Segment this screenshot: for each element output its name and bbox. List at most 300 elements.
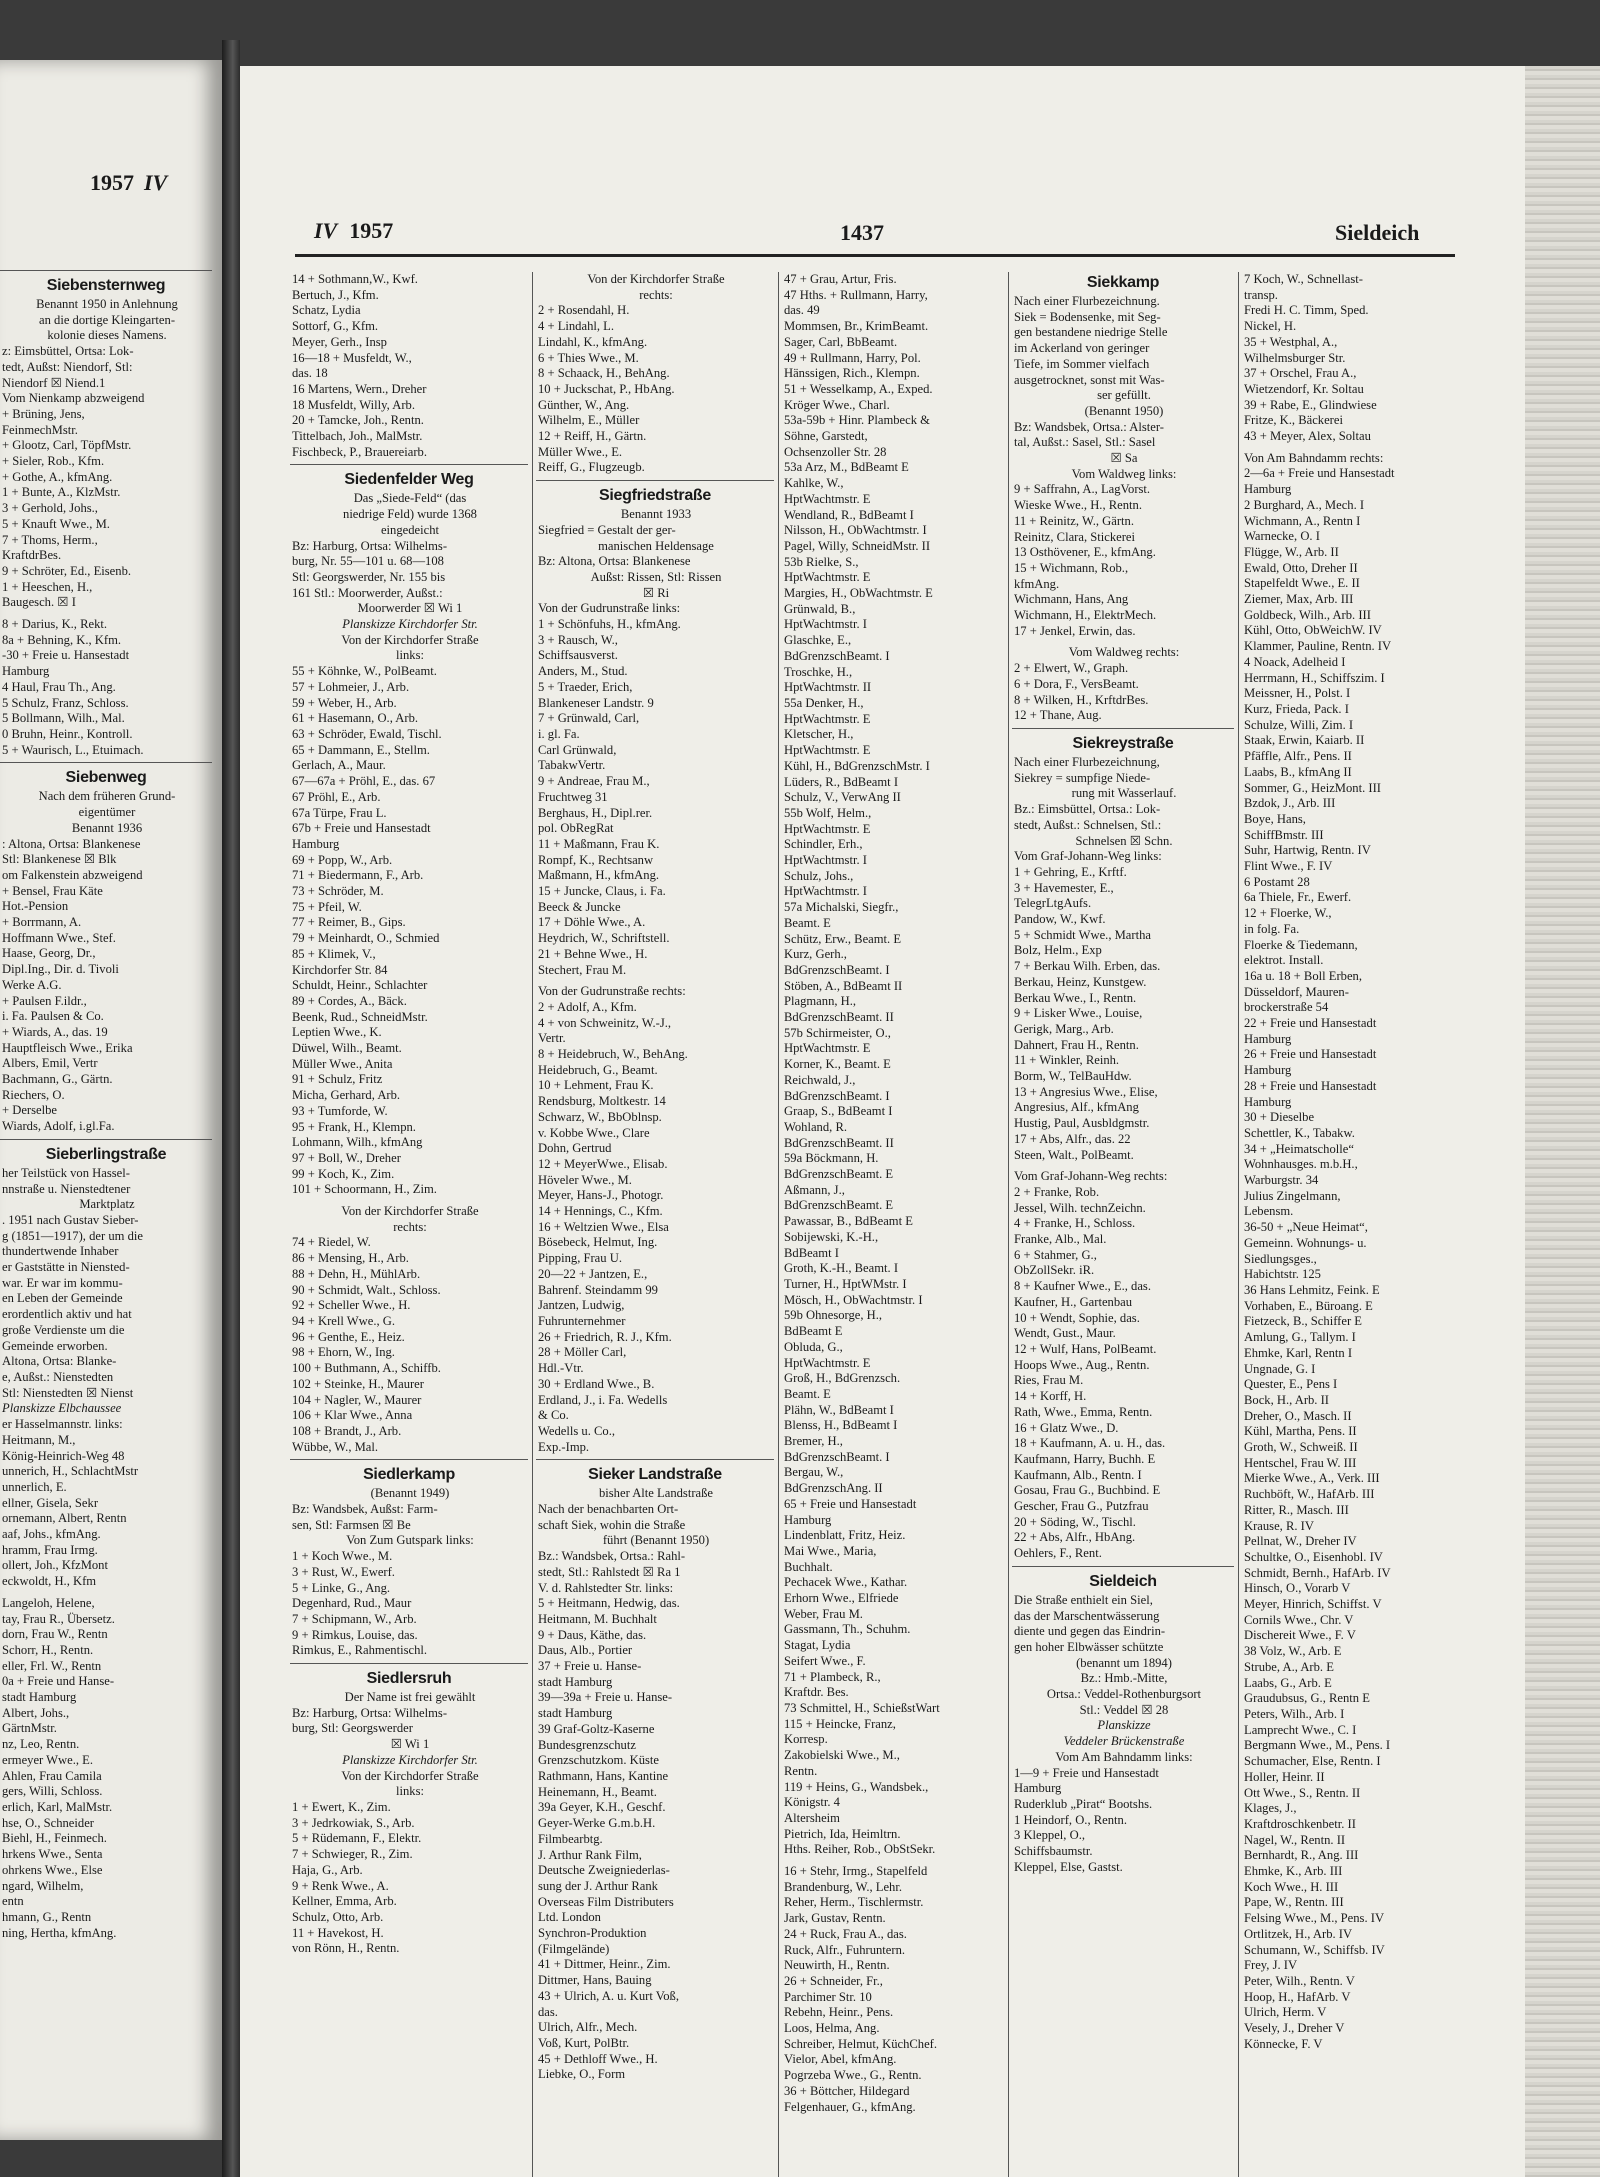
directory-line: Bz: Wandsbek, Außst: Farm-	[292, 1502, 438, 1517]
directory-line: i. gl. Fa.	[538, 726, 580, 741]
directory-line: Hentschel, Frau W. III	[1244, 1455, 1357, 1470]
directory-line: 13 + Angresius Wwe., Elise,	[1014, 1084, 1158, 1099]
directory-line: HptWachtmstr. I	[784, 884, 867, 899]
directory-line: 51 + Wesselkamp, A., Exped.	[784, 381, 933, 396]
directory-line: Gosau, Frau G., Buchbind. E	[1014, 1483, 1161, 1498]
directory-line: Cornils Wwe., Chr. V	[1244, 1612, 1354, 1627]
directory-line: 73 Schmittel, H., SchießstWart	[784, 1700, 940, 1715]
directory-line: 15 + Wichmann, Rob.,	[1014, 560, 1129, 575]
directory-line: 37 + Freie u. Hanse-	[538, 1659, 642, 1674]
directory-line: 5 + Heitmann, Hedwig, das.	[538, 1596, 680, 1611]
directory-line: Wiards, Adolf, i.gl.Fa.	[2, 1119, 115, 1134]
directory-line: Aßmann, J.,	[784, 1182, 845, 1197]
directory-line: Hamburg	[784, 1512, 832, 1527]
directory-line: Hamburg	[2, 664, 50, 679]
directory-line: 8a + Behning, K., Kfm.	[2, 632, 122, 647]
directory-line: Hoop, H., HafArb. V	[1244, 1989, 1351, 2004]
directory-line: 34 + „Heimatscholle“	[1244, 1141, 1354, 1156]
directory-line: 28 + Möller Carl,	[538, 1345, 627, 1360]
directory-line: 43 + Meyer, Alex, Soltau	[1244, 429, 1371, 444]
directory-line: 0 Bruhn, Heinr., Kontroll.	[2, 726, 133, 741]
directory-line: Wendland, R., BdBeamt I	[784, 507, 914, 522]
directory-line: BdGrenzschBeamt. II	[784, 1135, 894, 1150]
directory-line: Vom Graf-Johann-Weg links:	[1014, 849, 1162, 864]
directory-line: sung der J. Arthur Rank	[538, 1878, 658, 1893]
directory-line: Ortsa.: Veddel-Rothenburgsort	[1046, 1687, 1202, 1702]
directory-line: diente und gegen das Eindrin-	[1014, 1624, 1166, 1639]
directory-line: Bz.: Eimsbüttel, Ortsa.: Lok-	[1014, 802, 1161, 817]
directory-line: i. Fa. Paulsen & Co.	[2, 1009, 104, 1024]
directory-line: Mierke Wwe., A., Verk. III	[1244, 1471, 1380, 1486]
directory-line: 89 + Cordes, A., Bäck.	[292, 993, 407, 1008]
directory-line: Bremer, H.,	[784, 1434, 843, 1449]
directory-line: Herrmann, H., Schiffszim. I	[1244, 670, 1385, 685]
directory-line: Bz.: Hmb.-Mitte,	[1080, 1671, 1168, 1686]
directory-line: Pandow, W., Kwf.	[1014, 912, 1106, 927]
directory-line: Stechert, Frau M.	[538, 962, 627, 977]
directory-line: von Rönn, H., Rentn.	[292, 1941, 400, 1956]
street-heading: Siebenweg	[0, 762, 212, 789]
directory-line: Albert, Johs.,	[2, 1705, 70, 1720]
directory-line: hrkens Wwe., Senta	[2, 1847, 103, 1862]
directory-line: Boye, Hans,	[1244, 811, 1306, 826]
directory-line: 36 Hans Lehmitz, Feink. E	[1244, 1283, 1380, 1297]
directory-line: 5 + Traeder, Erich,	[538, 679, 633, 694]
directory-line: Planskizze Kirchdorfer Str.	[342, 617, 478, 632]
directory-line: Fietzeck, B., Schiffer E	[1244, 1314, 1362, 1329]
directory-line: 6a Thiele, Fr., Ewerf.	[1244, 890, 1352, 905]
directory-line: rung mit Wasserlauf.	[1071, 786, 1177, 801]
directory-line: Ritter, R., Masch. III	[1244, 1502, 1349, 1517]
directory-line: Laabs, B., kfmAng II	[1244, 764, 1352, 779]
directory-line: 7 + Berkau Wilh. Erben, das.	[1014, 959, 1161, 974]
directory-line: Wichmann, H., ElektrMech.	[1014, 608, 1157, 623]
directory-line: Plähn, W., BdBeamt I	[784, 1402, 894, 1417]
directory-line: rechts:	[639, 287, 673, 302]
directory-line: 18 + Kaufmann, A. u. H., das.	[1014, 1436, 1166, 1451]
directory-line: Schuldt, Heinr., Schlachter	[292, 978, 428, 993]
directory-line: Siegfried = Gestalt der ger-	[538, 522, 676, 537]
directory-line: Hamburg	[1244, 1094, 1292, 1109]
directory-line: Haase, Georg, Dr.,	[2, 946, 96, 961]
directory-line: Ries, Frau M.	[1014, 1373, 1084, 1388]
directory-line: Sobijewski, K.-H.,	[784, 1229, 879, 1244]
directory-line: stedt, Außst.: Schnelsen, Stl.:	[1014, 817, 1162, 832]
directory-line: Beeck & Juncke	[538, 899, 621, 914]
directory-line: Hoffmann Wwe., Stef.	[2, 930, 116, 945]
directory-line: er Hasselmannstr. links:	[2, 1417, 123, 1432]
directory-line: Suhr, Hartwig, Rentn. IV	[1244, 843, 1371, 858]
directory-line: Kühl, Otto, ObWeichW. IV	[1244, 623, 1382, 638]
directory-line: Vom Nienkamp abzweigend	[2, 391, 145, 406]
directory-line: 30 + Erdland Wwe., B.	[538, 1376, 655, 1391]
street-heading: Siedenfelder Weg	[290, 464, 528, 491]
directory-line: Grenzschutzkom. Küste	[538, 1753, 660, 1768]
directory-line: Seifert Wwe., F.	[784, 1653, 866, 1668]
directory-line: 7 Koch, W., Schnellast-	[1244, 272, 1363, 286]
directory-line: Reinitz, Clara, Stickerei	[1014, 529, 1135, 544]
directory-line: 24 + Ruck, Frau A., das.	[784, 1926, 907, 1941]
directory-line: Schiffsbaumstr.	[1014, 1844, 1093, 1859]
street-heading: Siedlersruh	[290, 1663, 528, 1690]
street-heading: Siekreystraße	[1012, 728, 1234, 755]
directory-line: 161 Stl.: Moorwerder, Außst.:	[292, 585, 443, 600]
directory-line: BdGrenzschBeamt. I	[784, 1449, 890, 1464]
directory-line: 7 + Thoms, Herm.,	[2, 532, 98, 547]
directory-line: 11 + Reinitz, W., Gärtn.	[1014, 513, 1134, 528]
left-header-year: 1957	[90, 170, 134, 195]
directory-line: HptWachtmstr. E	[784, 491, 871, 506]
directory-line: 12 + Reiff, H., Gärtn.	[538, 429, 647, 444]
directory-line: Söhne, Garstedt,	[784, 429, 868, 444]
directory-line: ermeyer Wwe., E.	[2, 1752, 94, 1767]
left-page-header	[90, 170, 167, 196]
directory-line: Kraftdroschkenbetr. II	[1244, 1816, 1356, 1831]
directory-line: om Falkenstein abzweigend	[2, 867, 143, 882]
directory-line: Borm, W., TelBauHdw.	[1014, 1069, 1132, 1084]
column-divider	[778, 272, 779, 2177]
directory-line: Tittelbach, Joh., MalMstr.	[292, 429, 423, 444]
directory-line: 102 + Steinke, H., Maurer	[292, 1376, 424, 1391]
directory-line: Bernhardt, R., Ang. III	[1244, 1848, 1359, 1863]
directory-line: Erdland, J., i. Fa. Wedells	[538, 1392, 668, 1407]
directory-line: Rompf, K., Rechtsanw	[538, 852, 654, 867]
directory-line: Hinsch, O., Vorarb V	[1244, 1581, 1351, 1596]
directory-line: Korner, K., Beamt. E	[784, 1057, 891, 1072]
directory-line: Lüders, R., BdBeamt I	[784, 774, 899, 789]
directory-line: 97 + Boll, W., Dreher	[292, 1150, 401, 1165]
directory-line: eller, Frl. W., Rentn	[2, 1658, 102, 1673]
directory-line: 15 + Juncke, Claus, i. Fa.	[538, 884, 666, 899]
directory-line: Gescher, Frau G., Putzfrau	[1014, 1499, 1149, 1514]
directory-line: Warnecke, O. I	[1244, 529, 1320, 544]
directory-line: Von der Kirchdorfer Straße	[341, 632, 479, 647]
directory-line: ausgetrocknet, sonst mit Was-	[1014, 372, 1165, 387]
directory-line: 0a + Freie und Hanse-	[2, 1674, 115, 1689]
directory-line: gers, Willi, Schloss.	[2, 1784, 103, 1799]
directory-line: Nach einer Flurbezeichnung,	[1014, 754, 1160, 769]
directory-line: 39 Graf-Goltz-Kaserne	[538, 1721, 655, 1736]
directory-line: Rimkus, E., Rahmentischl.	[292, 1643, 428, 1658]
directory-line: Müller Wwe., E.	[538, 444, 623, 459]
directory-line: links:	[396, 648, 424, 663]
directory-line: niedrige Feld) wurde 1368	[343, 507, 477, 522]
directory-line: 49 + Rullmann, Harry, Pol.	[784, 350, 921, 365]
directory-line: 5 + Waurisch, L., Etuimach.	[2, 742, 144, 757]
directory-line: rechts:	[393, 1219, 427, 1234]
directory-line: 100 + Buthmann, A., Schiffb.	[292, 1361, 441, 1376]
directory-line: Quester, E., Pens I	[1244, 1377, 1338, 1392]
directory-line: Wichmann, A., Rentn I	[1244, 513, 1361, 528]
directory-line: Bz: Harburg, Ortsa: Wilhelms-	[292, 1705, 448, 1720]
directory-line: Amlung, G., Tallym. I	[1244, 1330, 1356, 1345]
directory-line: 4 + Lindahl, L.	[538, 319, 615, 334]
directory-line: 26 + Schneider, Fr.,	[784, 1973, 883, 1988]
directory-column-1	[290, 272, 528, 2177]
directory-line: Kellner, Emma, Arb.	[292, 1894, 397, 1909]
directory-line: Pipping, Frau U.	[538, 1251, 622, 1266]
directory-line: manischen Heldensage	[598, 538, 714, 553]
directory-line: 39—39a + Freie u. Hanse-	[538, 1690, 673, 1705]
directory-line: 41 + Dittmer, Heinr., Zim.	[538, 1957, 671, 1972]
directory-line: + Gothe, A., kfmAng.	[2, 469, 113, 484]
book-gutter	[222, 40, 240, 2177]
directory-line: 14 + Korff, H.	[1014, 1389, 1087, 1404]
directory-line: 106 + Klar Wwe., Anna	[292, 1408, 413, 1423]
directory-line: 67b + Freie und Hansestadt	[292, 821, 431, 836]
directory-line: 16 + Weltzien Wwe., Elsa	[538, 1219, 669, 1234]
directory-line: Graudubsus, G., Rentn E	[1244, 1691, 1370, 1706]
directory-line: e, Außst.: Nienstedten	[2, 1370, 114, 1384]
directory-line: 1 + Ewert, K., Zim.	[292, 1799, 391, 1814]
directory-line: Peters, Wilh., Arb. I	[1244, 1706, 1345, 1721]
directory-line: 2 + Elwert, W., Graph.	[1014, 661, 1129, 676]
directory-line: unnerlich, E.	[2, 1479, 67, 1494]
directory-line: 39a Geyer, K.H., Geschf.	[538, 1800, 666, 1815]
directory-line: Loos, Helma, Ang.	[784, 2021, 880, 2036]
directory-line: Kletscher, H.,	[784, 727, 854, 742]
directory-line: 1—9 + Freie und Hansestadt	[1014, 1765, 1159, 1780]
directory-line: 47 Hths. + Rullmann, Harry,	[784, 287, 928, 302]
directory-line: Jark, Gustav, Rentn.	[784, 1911, 886, 1926]
directory-line: Graap, S., BdBeamt I	[784, 1104, 893, 1119]
directory-line: Hauptfleisch Wwe., Erika	[2, 1040, 133, 1055]
directory-line: Wohnhausges. m.b.H.,	[1244, 1157, 1358, 1172]
directory-line: Goldbeck, Wilh., Arb. III	[1244, 607, 1371, 622]
directory-line: Der Name ist frei gewählt	[344, 1690, 476, 1705]
directory-line: Außst: Rissen, Stl: Rissen	[590, 569, 722, 584]
directory-line: Gassmann, Th., Schuhm.	[784, 1622, 911, 1637]
directory-line: Filmbearbtg.	[538, 1831, 603, 1846]
directory-line: Planskizze	[1097, 1718, 1151, 1733]
street-heading: Sieker Landstraße	[536, 1459, 774, 1486]
directory-line: Franke, Alb., Mal.	[1014, 1232, 1107, 1247]
directory-line: aaf, Johs., kfmAng.	[2, 1527, 101, 1542]
directory-line: Von der Gudrunstraße links:	[538, 601, 681, 616]
directory-line: 6 + Thies Wwe., M.	[538, 350, 639, 365]
directory-line: Ehmke, Karl, Rentn I	[1244, 1345, 1353, 1360]
directory-line: 5 + Schmidt Wwe., Martha	[1014, 927, 1151, 942]
directory-line: 47 + Grau, Artur, Fris.	[784, 272, 897, 286]
left-page-column	[0, 266, 212, 2140]
directory-line: 22 + Abs, Alfr., HbAng.	[1014, 1530, 1136, 1545]
directory-line: Siekrey = sumpfige Niede-	[1014, 770, 1151, 785]
directory-line: 65 + Dammann, E., Stellm.	[292, 742, 430, 757]
directory-line: Pape, W., Rentn. III	[1244, 1895, 1344, 1910]
directory-line: Kleppel, Else, Gastst.	[1014, 1859, 1123, 1874]
directory-line: Bock, H., Arb. II	[1244, 1392, 1329, 1407]
directory-line: BdGrenzschBeamt. I	[784, 648, 890, 663]
directory-line: 2 + Franke, Rob.	[1014, 1184, 1100, 1199]
directory-line: Neuwirth, H., Rentn.	[784, 1958, 890, 1973]
directory-line: 3 + Havemester, E.,	[1014, 880, 1114, 895]
directory-line: Grünwald, B.,	[784, 601, 856, 616]
directory-line: gen bestandene niedrige Stelle	[1014, 325, 1168, 340]
directory-line: + Bensel, Frau Käte	[2, 883, 103, 898]
directory-line: Stöben, A., BdBeamt II	[784, 978, 903, 993]
directory-line: Vom Waldweg rechts:	[1068, 645, 1180, 660]
directory-line: Laabs, G., Arb. E	[1244, 1675, 1332, 1690]
directory-line: Stapelfeldt Wwe., E. II	[1244, 576, 1360, 591]
directory-line: Dittmer, Hans, Bauing	[538, 1973, 652, 1988]
directory-line: 16a u. 18 + Boll Erben,	[1244, 968, 1362, 983]
directory-line: Reiff, G., Flugzeugb.	[538, 460, 645, 475]
directory-line: burg, Nr. 55—101 u. 68—108	[292, 554, 444, 569]
directory-line: 53a-59b + Hinr. Plambeck &	[784, 413, 930, 428]
directory-line: 17 + Jenkel, Erwin, das.	[1014, 623, 1136, 638]
directory-line: er Gaststätte in Niensted-	[2, 1260, 130, 1275]
directory-line: Benannt 1950 in Anlehnung	[36, 297, 178, 311]
directory-line: BdBeamt E	[784, 1324, 843, 1339]
directory-line: Ltd. London	[538, 1910, 601, 1925]
directory-line: Berkau Wwe., I., Rentn.	[1014, 990, 1137, 1005]
directory-line: 94 + Krell Wwe., G.	[292, 1314, 396, 1328]
directory-line: 20—22 + Jantzen, E.,	[538, 1266, 648, 1281]
directory-line: Schulz, Otto, Arb.	[292, 1909, 384, 1924]
directory-line: Von der Kirchdorfer Straße	[341, 1204, 479, 1219]
directory-line: Wichmann, Hans, Ang	[1014, 592, 1129, 607]
directory-line: Meyer, Gerh., Insp	[292, 334, 387, 349]
directory-line: Ewald, Otto, Dreher II	[1244, 560, 1358, 575]
street-heading: Siekkamp	[1086, 274, 1160, 291]
directory-line: Bz: Altona, Ortsa: Blankenese	[538, 554, 691, 569]
directory-column-2	[536, 272, 774, 2177]
directory-line: Voß, Kurt, PolBtr.	[538, 2035, 630, 2050]
directory-line: Daus, Alb., Portier	[538, 1643, 633, 1658]
directory-line: ObZollSekr. iR.	[1014, 1263, 1095, 1278]
directory-line: 10 + Juckschat, P., HbAng.	[538, 381, 675, 396]
directory-line: Stl.: Veddel ☒ 28	[1079, 1702, 1169, 1717]
directory-line: gen hoher Elbwässer schützte	[1014, 1639, 1164, 1654]
directory-line: Hamburg	[1014, 1781, 1062, 1796]
directory-line: 10 + Lehment, Frau K.	[538, 1078, 654, 1093]
directory-line: Schatz, Lydia	[292, 303, 361, 318]
directory-line: eingedeicht	[380, 522, 440, 537]
directory-line: Blankeneser Landstr. 9	[538, 695, 654, 710]
directory-line: entn	[2, 1894, 24, 1909]
directory-line: -30 + Freie u. Hansestadt	[2, 648, 130, 663]
directory-line: transp.	[1244, 287, 1278, 302]
directory-line: 53b Rielke, S.,	[784, 554, 859, 569]
directory-line: KraftdrBes.	[2, 548, 62, 563]
directory-line: Julius Zingelmann,	[1244, 1188, 1341, 1203]
directory-line: 5 Bollmann, Wilh., Mal.	[2, 711, 125, 726]
directory-line: Pawassar, B., BdBeamt E	[784, 1214, 913, 1229]
directory-line: 115 + Heincke, Franz,	[784, 1716, 896, 1731]
directory-line: & Co.	[538, 1408, 569, 1423]
directory-line: Das „Siede-Feld“ (das	[353, 491, 467, 506]
column-divider	[1238, 272, 1239, 2177]
directory-line: bisher Alte Landstraße	[598, 1486, 713, 1501]
directory-line: Wilhelm, E., Müller	[538, 413, 640, 428]
directory-line: Schütz, Erw., Beamt. E	[784, 931, 902, 946]
right-page	[240, 66, 1600, 2177]
directory-line: Kaufner, H., Gartenbau	[1014, 1294, 1133, 1309]
directory-line: Fuhrunternehmer	[538, 1314, 626, 1328]
directory-line: Wilhelmsburger Str.	[1244, 350, 1346, 365]
header-volume-year	[314, 218, 393, 244]
directory-line: 16 + Stehr, Irmg., Stapelfeld	[784, 1864, 928, 1879]
directory-line: Nagel, W., Rentn. II	[1244, 1832, 1346, 1847]
directory-line: erordentlich aktiv und hat	[2, 1307, 132, 1322]
directory-line: 99 + Koch, K., Zim.	[292, 1166, 395, 1181]
directory-line: Müller Wwe., Anita	[292, 1056, 393, 1071]
directory-line: Altersheim	[784, 1810, 840, 1825]
directory-line: 67—67a + Pröhl, E., das. 67	[292, 774, 436, 789]
directory-line: 1 Heindorf, O., Rentn.	[1014, 1812, 1127, 1827]
directory-line: 9 + Renk Wwe., A.	[292, 1878, 389, 1893]
directory-line: Berghaus, H., Dipl.rer.	[538, 805, 653, 820]
directory-line: J. Arthur Rank Film,	[538, 1847, 642, 1862]
directory-line: Sager, Carl, BbBeamt.	[784, 334, 898, 349]
directory-line: Leptien Wwe., K.	[292, 1025, 382, 1040]
directory-line: 9 + Daus, Käthe, das.	[538, 1627, 647, 1642]
directory-line: Schulz, V., VerwAng II	[784, 790, 901, 805]
directory-line: hramm, Frau Irmg.	[2, 1542, 98, 1557]
directory-line: her Teilstück von Hassel-	[2, 1165, 130, 1180]
directory-line: Angresius, Alf., kfmAng	[1014, 1100, 1139, 1115]
directory-line: Vom Am Bahndamm links:	[1055, 1749, 1193, 1764]
directory-line: Steen, Walt., PolBeamt.	[1014, 1147, 1134, 1162]
directory-line: Korresp.	[784, 1732, 828, 1747]
page-number: 1437	[840, 220, 884, 245]
directory-line: Blenss, H., BdBeamt I	[784, 1418, 898, 1433]
directory-line: 104 + Nagler, W., Maurer	[292, 1392, 422, 1407]
left-page	[0, 60, 222, 2140]
directory-line: 26 + Friedrich, R. J., Kfm.	[538, 1329, 672, 1344]
directory-line: Wedells u. Co.,	[538, 1423, 615, 1438]
directory-line: Ziemer, Max, Arb. III	[1244, 592, 1354, 607]
directory-line: 5 + Knauft Wwe., M.	[2, 516, 110, 531]
directory-line: Fischbeck, P., Brauereiarb.	[292, 444, 427, 459]
directory-line: 90 + Schmidt, Walt., Schloss.	[292, 1282, 441, 1297]
directory-line: v. Kobbe Wwe., Clare	[538, 1125, 650, 1140]
directory-line: Frey, J. IV	[1244, 1958, 1298, 1973]
directory-line: Hamburg	[1244, 482, 1292, 497]
directory-line: Düwel, Wilh., Beamt.	[292, 1041, 402, 1056]
directory-line: 35 + Westphal, A.,	[1244, 334, 1338, 349]
directory-line: Nickel, H.	[1244, 319, 1297, 334]
directory-line: Bergmann Wwe., M., Pens. I	[1244, 1738, 1391, 1753]
directory-line: HptWachtmstr. E	[784, 743, 871, 758]
directory-line: 4 Haul, Frau Th., Ang.	[2, 679, 116, 694]
directory-line: Felgenhauer, G., kfmAng.	[784, 2099, 916, 2114]
directory-line: TelegrLtgAufs.	[1014, 896, 1092, 911]
header-year: 1957	[349, 218, 394, 243]
directory-line: Schumann, W., Schiffsb. IV	[1244, 1942, 1385, 1957]
directory-line: Vesely, J., Dreher V	[1244, 2021, 1345, 2036]
directory-line: HptWachtmstr. II	[784, 680, 872, 695]
directory-line: Pechacek Wwe., Kathar.	[784, 1575, 908, 1590]
directory-line: Ruderklub „Pirat“ Bootshs.	[1014, 1796, 1153, 1811]
directory-line: 59a Böckmann, H.	[784, 1151, 879, 1166]
directory-line: Bz: Wandsbek, Ortsa.: Alster-	[1014, 419, 1164, 434]
directory-line: 22 + Freie und Hansestadt	[1244, 1016, 1377, 1031]
directory-line: Turner, H., HptWMstr. I	[784, 1277, 907, 1291]
directory-line: BdGrenzschAng. II	[784, 1481, 883, 1496]
directory-line: 71 + Biedermann, F., Arb.	[292, 868, 424, 883]
directory-line: Gemeinde erworben.	[2, 1338, 108, 1353]
directory-line: 57 + Lohmeier, J., Arb.	[292, 679, 410, 694]
directory-line: Baugesch. ☒ I	[2, 595, 76, 610]
column-divider	[1008, 272, 1009, 2177]
directory-line: Fruchtweg 31	[538, 789, 608, 804]
directory-line: Bundesgrenzschutz	[538, 1737, 636, 1752]
directory-line: 37 + Orschel, Frau A.,	[1244, 366, 1357, 381]
directory-line: Bz.: Wandsbek, Ortsa.: Rahl-	[538, 1549, 686, 1564]
directory-line: Meyer, Hans-J., Photogr.	[538, 1188, 664, 1203]
directory-line: Rath, Wwe., Emma, Rentn.	[1014, 1404, 1153, 1419]
